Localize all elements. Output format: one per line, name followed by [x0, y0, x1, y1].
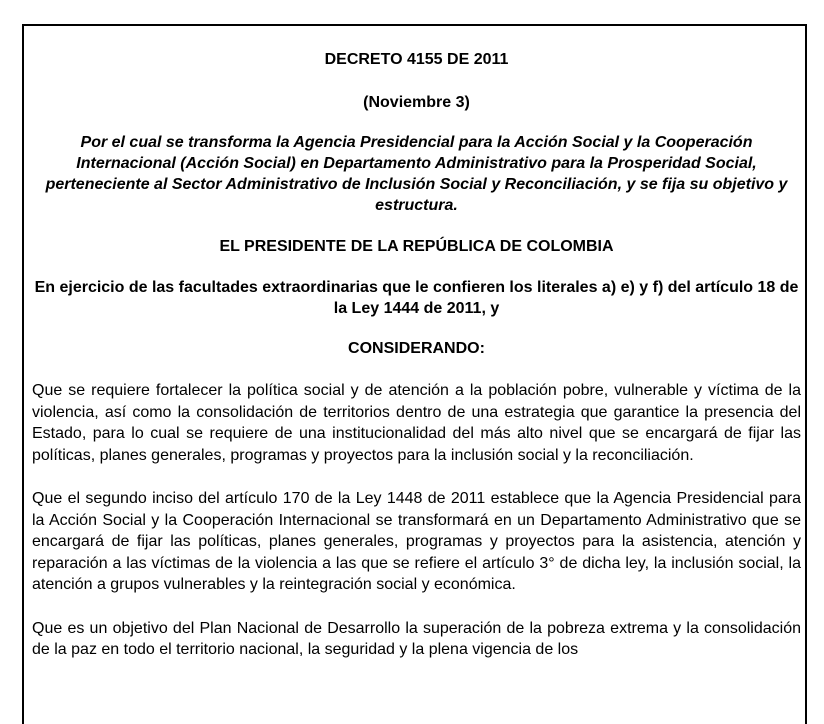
issuing-authority: EL PRESIDENTE DE LA REPÚBLICA DE COLOMBIA [219, 238, 614, 255]
considering-paragraph-1: Que se requiere fortalecer la política social y de atención a la población pobre, vulnerable y víctima de la violencia, así como la consolidación de territorios dentro de una estrategia que garantice la presencia del Estado, para lo cual se requiere de una institucionalidad del más alto nivel que se encargará de fijar las políticas, planes generales, programas y proyectos para la inclusión social y la reconciliación. [32, 382, 801, 464]
legal-powers: En ejercicio de las facultades extraordinarias que le confieren los literales a) e) y f) del artículo 18 de la Ley 1444 de 2011, y [34, 279, 799, 317]
decree-title: DECRETO 4155 DE 2011 [324, 51, 509, 68]
considering-paragraph-2: Que el segundo inciso del artículo 170 de la Ley 1448 de 2011 establece que la Agencia Presidencial para la Acción Social y la Cooperación Internacional se transformará en un Departamento Administrativo que se encargará de fijar las políticas, planes generales, programas y proyectos para la asistencia, atención y reparación a las víctimas de la violencia a las que se refiere el artículo 3° de dicha ley, la inclusión social, la atención a grupos vulnerables y la reintegración social y económica. [32, 490, 801, 593]
document-body [32, 49, 801, 683]
considering-paragraph-3: Que es un objetivo del Plan Nacional de Desarrollo la superación de la pobreza extrema y la consolidación de la paz en todo el territorio nacional, la seguridad y la plena vigencia de los [32, 619, 801, 658]
decree-subject: Por el cual se transforma la Agencia Presidencial para la Acción Social y la Cooperación Internacional (Acción Social) en Departamento Administrativo para la Prosperidad Social, perteneciente al Sector Administrativo de Inclusión Social y Reconciliación, y se fija su objetivo y estructura. [45, 134, 788, 214]
decree-date: (Noviembre 3) [363, 94, 470, 111]
considering-heading: CONSIDERANDO: [348, 340, 485, 357]
